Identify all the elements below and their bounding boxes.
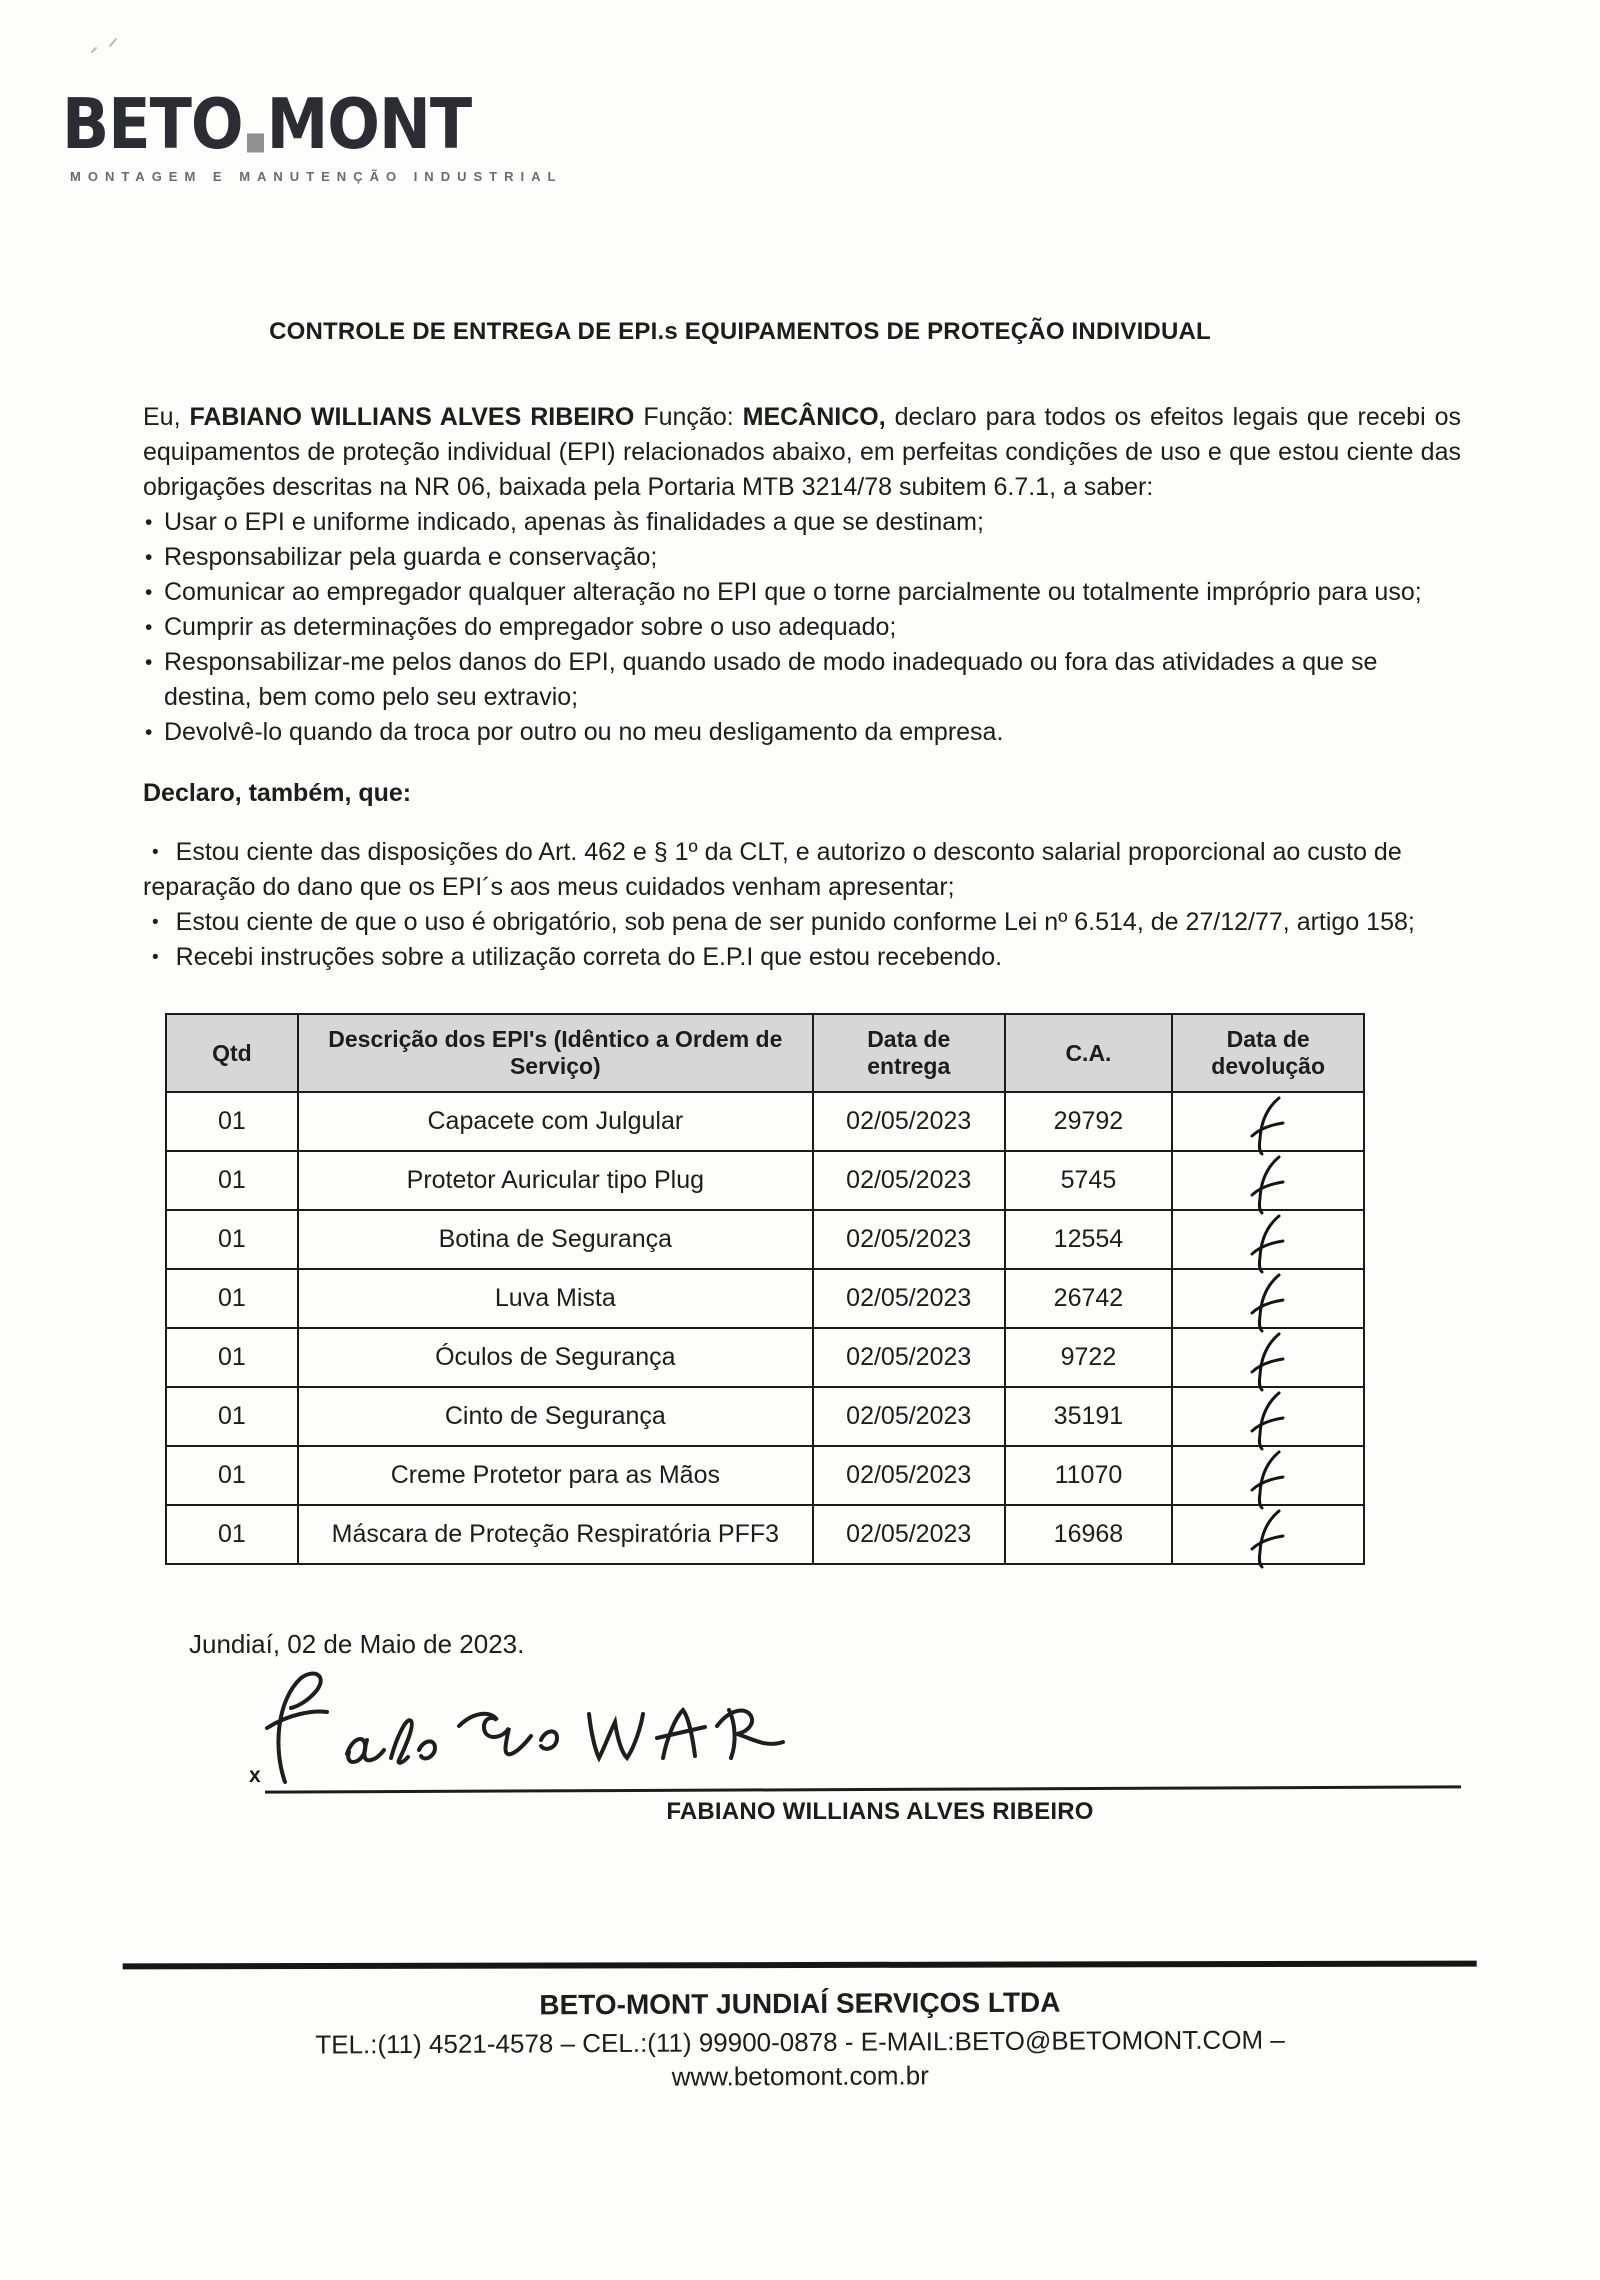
logo-wordmark: [62, 83, 562, 165]
cell-descricao: Óculos de Segurança: [298, 1328, 813, 1387]
cell-qtd: 01: [166, 1092, 298, 1151]
cell-entrega: 02/05/2023: [813, 1505, 1005, 1564]
declaration-item: • Estou ciente das disposições do Art. 462 e § 1º da CLT, e autorizo o desconto salarial proporcional ao custo de reparação do dano que os EPI´s aos meus cuidados venham apresentar;: [143, 835, 1461, 905]
declaration-list: [143, 835, 1461, 975]
cell-devolucao: [1172, 1210, 1364, 1269]
handwritten-check-icon: [1246, 1449, 1290, 1511]
cell-descricao: Máscara de Proteção Respiratória PFF3: [298, 1505, 813, 1564]
cell-descricao: Capacete com Julgular: [298, 1092, 813, 1151]
cell-entrega: 02/05/2023: [813, 1328, 1005, 1387]
cell-ca: 12554: [1005, 1210, 1173, 1269]
handwritten-check-icon: [1246, 1508, 1290, 1570]
document-footer: [0, 1958, 1600, 2096]
cell-descricao: Protetor Auricular tipo Plug: [298, 1151, 813, 1210]
handwritten-check-icon: [1246, 1272, 1290, 1334]
logo-tagline: MONTAGEM E MANUTENÇÃO INDUSTRIAL: [70, 168, 563, 184]
obligation-item: • Responsabilizar pela guarda e conservação;: [143, 540, 1461, 575]
table-row: [166, 1092, 1364, 1151]
cell-entrega: 02/05/2023: [813, 1269, 1005, 1328]
epi-table-header: [166, 1014, 1364, 1092]
cell-devolucao: [1172, 1269, 1364, 1328]
signature-x-marker: x: [249, 1764, 261, 1787]
footer-contact-line: TEL.:(11) 4521-4578 – CEL.:(11) 99900-0878 - E-MAIL:BETO@BETOMONT.COM –: [315, 2024, 1285, 2060]
cell-devolucao: [1172, 1328, 1364, 1387]
table-row: [166, 1151, 1364, 1210]
cell-ca: 16968: [1005, 1505, 1173, 1564]
scan-artifact: [86, 36, 126, 58]
cell-qtd: 01: [166, 1210, 298, 1269]
epi-table: [165, 1013, 1365, 1565]
signee-name: FABIANO WILLIANS ALVES RIBEIRO: [666, 1798, 1094, 1825]
obligation-item: • Responsabilizar-me pelos danos do EPI, quando usado de modo inadequado ou fora das atividades a que se destina, bem como pelo seu extravio;: [143, 645, 1461, 715]
cell-devolucao: [1172, 1387, 1364, 1446]
table-row: [166, 1328, 1364, 1387]
cell-descricao: Luva Mista: [298, 1269, 813, 1328]
cell-ca: 35191: [1005, 1387, 1173, 1446]
cell-descricao: Botina de Segurança: [298, 1210, 813, 1269]
obligation-item: • Usar o EPI e uniforme indicado, apenas às finalidades a que se destinam;: [143, 505, 1461, 540]
cell-qtd: 01: [166, 1269, 298, 1328]
col-header-ca: C.A.: [1005, 1014, 1173, 1092]
logo-square-dot-icon: [247, 133, 264, 152]
logo-text-left: BETO: [62, 83, 243, 165]
cell-descricao: Cinto de Segurança: [298, 1387, 813, 1446]
cell-ca: 26742: [1005, 1269, 1173, 1328]
cell-entrega: 02/05/2023: [813, 1151, 1005, 1210]
cell-ca: 11070: [1005, 1446, 1173, 1505]
obligation-item: • Cumprir as determinações do empregador sobre o uso adequado;: [143, 610, 1461, 645]
handwritten-check-icon: [1246, 1095, 1290, 1157]
obligation-item: • Comunicar ao empregador qualquer alteração no EPI que o torne parcialmente ou totalmente impróprio para uso;: [143, 575, 1461, 610]
signature-area: [143, 1670, 1461, 1838]
cell-devolucao: [1172, 1446, 1364, 1505]
cell-ca: 29792: [1005, 1092, 1173, 1151]
employee-role: MECÂNICO,: [742, 403, 886, 431]
cell-devolucao: [1172, 1505, 1364, 1564]
declaration-item: • Recebi instruções sobre a utilização correta do E.P.I que estou recebendo.: [143, 940, 1461, 975]
intro-mid: Função:: [634, 403, 743, 431]
footer-rule: [123, 1961, 1477, 1970]
date-line: Jundiaí, 02 de Maio de 2023.: [189, 1629, 525, 1659]
intro-rest: declaro para todos os efeitos legais que recebi os equipamentos de proteção individual (EPI) relacionados abaixo, em perfeitas condições de uso e que estou ciente das obrigações descritas na NR 06, baixada pela Portaria MTB 3214/78 subitem 6.7.1, a saber:: [143, 403, 1461, 501]
cell-qtd: 01: [166, 1505, 298, 1564]
cell-qtd: 01: [166, 1151, 298, 1210]
handwritten-check-icon: [1246, 1331, 1290, 1393]
epi-table-body: [166, 1092, 1364, 1564]
col-header-devolucao: Data de devolução: [1172, 1014, 1364, 1092]
table-row: [166, 1446, 1364, 1505]
handwritten-signature: [255, 1666, 815, 1796]
logo-text-right: MONT: [266, 83, 472, 165]
footer-company-name: BETO-MONT JUNDIAÍ SERVIÇOS LTDA: [539, 1986, 1061, 2021]
document-title: CONTROLE DE ENTREGA DE EPI.s EQUIPAMENTOS DE PROTEÇÃO INDIVIDUAL: [269, 318, 1211, 345]
handwritten-check-icon: [1246, 1154, 1290, 1216]
cell-qtd: 01: [166, 1387, 298, 1446]
cell-entrega: 02/05/2023: [813, 1387, 1005, 1446]
cell-entrega: 02/05/2023: [813, 1092, 1005, 1151]
cell-entrega: 02/05/2023: [813, 1446, 1005, 1505]
footer-website: www.betomont.com.br: [671, 2060, 929, 2092]
intro-paragraph: [143, 400, 1461, 505]
cell-ca: 5745: [1005, 1151, 1173, 1210]
handwritten-check-icon: [1246, 1213, 1290, 1275]
table-row: [166, 1505, 1364, 1564]
cell-entrega: 02/05/2023: [813, 1210, 1005, 1269]
cell-qtd: 01: [166, 1328, 298, 1387]
cell-descricao: Creme Protetor para as Mãos: [298, 1446, 813, 1505]
col-header-entrega: Data de entrega: [813, 1014, 1005, 1092]
table-row: [166, 1269, 1364, 1328]
declaration-heading: Declaro, também, que:: [143, 779, 412, 807]
document-body: [143, 400, 1461, 1838]
employee-name: FABIANO WILLIANS ALVES RIBEIRO: [189, 403, 635, 431]
col-header-descricao: Descrição dos EPI's (Idêntico a Ordem de Serviço): [298, 1014, 813, 1092]
company-logo: [62, 83, 563, 184]
declaration-item: • Estou ciente de que o uso é obrigatório, sob pena de ser punido conforme Lei nº 6.514, de 27/12/77, artigo 158;: [143, 905, 1461, 940]
col-header-qtd: Qtd: [166, 1014, 298, 1092]
cell-qtd: 01: [166, 1446, 298, 1505]
handwritten-check-icon: [1246, 1390, 1290, 1452]
obligation-item: • Devolvê-lo quando da troca por outro ou no meu desligamento da empresa.: [143, 715, 1461, 750]
table-row: [166, 1387, 1364, 1446]
table-row: [166, 1210, 1364, 1269]
obligations-list: [143, 505, 1461, 750]
intro-pre: Eu,: [143, 403, 190, 431]
cell-devolucao: [1172, 1151, 1364, 1210]
cell-devolucao: [1172, 1092, 1364, 1151]
cell-ca: 9722: [1005, 1328, 1173, 1387]
